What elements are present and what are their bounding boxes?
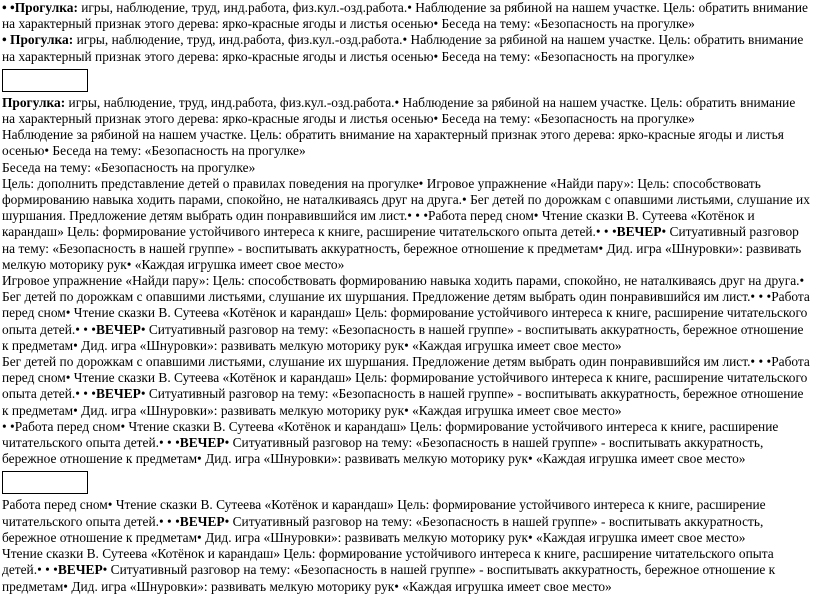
paragraph-7-text: Игровое упражнение «Найди пару»: Цель: способствовать формированию навыка ходить парами, спокойно, не наталкиваясь друг на друга.• Бег детей по дорожкам с опавшими листьями, слушание их шуршания. Предложение детям выбрать один понравившийся им лист.• • •Работа перед сном• Чтение сказки В. Сутеева «Котёнок и карандаш» Цель: формирование устойчивого интереса к книге, расширение читательского опыта детей.• • • [2, 273, 810, 337]
paragraph-1-text: игры, наблюдение, труд, инд.работа, физ.кул.-озд.работа.• Наблюдение за рябиной на нашем участке. Цель: обратить внимание на характерный признак этого дерева: ярко-красные ягоды и листья осенью• Беседа на тему: «Безопасность на прогулке» [2, 0, 808, 32]
image-placeholder-box-2 [2, 471, 88, 494]
paragraph-11-tail: • Ситуативный разговор на тему: «Безопасность в нашей группе» - воспитывать аккуратность, бережное отношение к предметам• Дид. игра «Шнуровки»: развивать мелкую моторику рук• «Каждая игрушка имеет свое место» [2, 562, 776, 594]
paragraph-5 [2, 160, 810, 176]
paragraph-3-heading: Прогулка: [2, 94, 66, 110]
paragraph-8 [2, 354, 810, 419]
paragraph-10-text: Работа перед сном• Чтение сказки В. Сутеева «Котёнок и карандаш» Цель: формирование устойчивого интереса к книге, расширение читательского опыта детей.• • • [2, 497, 766, 529]
paragraph-11-text: Чтение сказки В. Сутеева «Котёнок и карандаш» Цель: формирование устойчивого интереса к книге, расширение читательского опыта детей.• • • [2, 546, 774, 578]
paragraph-10-evening-heading: ВЕЧЕР [179, 513, 225, 529]
paragraph-6-evening-heading: ВЕЧЕР [616, 224, 662, 240]
paragraph-2 [2, 32, 810, 64]
paragraph-4 [2, 127, 810, 159]
paragraph-6 [2, 176, 810, 273]
paragraph-2-heading: • Прогулка: [2, 32, 74, 48]
paragraph-3 [2, 95, 810, 127]
paragraph-9-tail: • Ситуативный разговор на тему: «Безопасность в нашей группе» - воспитывать аккуратность, бережное отношение к предметам• Дид. игра «Шнуровки»: развивать мелкую моторику рук• «Каждая игрушка имеет свое место» [2, 435, 764, 467]
paragraph-7 [2, 273, 810, 354]
paragraph-6-tail: • Ситуативный разговор на тему: «Безопасность в нашей группе» - воспитывать аккуратность, бережное отношение к предметам• Дид. игра «Шнуровки»: развивать мелкую моторику рук• «Каждая игрушка имеет свое место» [2, 224, 802, 272]
paragraph-2-text: игры, наблюдение, труд, инд.работа, физ.кул.-озд.работа.• Наблюдение за рябиной на нашем участке. Цель: обратить внимание на характерный признак этого дерева: ярко-красные ягоды и листья осенью• Беседа на тему: «Безопасность на прогулке» [2, 32, 804, 64]
paragraph-7-evening-heading: ВЕЧЕР [96, 321, 141, 337]
paragraph-3-text: игры, наблюдение, труд, инд.работа, физ.кул.-озд.работа.• Наблюдение за рябиной на нашем участке. Цель: обратить внимание на характерный признак этого дерева: ярко-красные ягоды и листья осенью• Беседа на тему: «Безопасность на прогулке» [2, 94, 796, 127]
paragraph-7-tail: • Ситуативный разговор на тему: «Безопасность в нашей группе» - воспитывать аккуратность, бережное отношение к предметам• Дид. игра «Шнуровки»: развивать мелкую моторику рук• «Каждая игрушка имеет свое место» [2, 321, 804, 353]
paragraph-9 [2, 419, 810, 468]
paragraph-10-tail: • Ситуативный разговор на тему: «Безопасность в нашей группе» - воспитывать аккуратность, бережное отношение к предметам• Дид. игра «Шнуровки»: развивать мелкую моторику рук• «Каждая игрушка имеет свое место» [2, 513, 764, 545]
image-placeholder-box [2, 69, 88, 92]
paragraph-11-evening-heading: ВЕЧЕР [57, 562, 103, 578]
paragraph-8-tail: • Ситуативный разговор на тему: «Безопасность в нашей группе» - воспитывать аккуратность, бережное отношение к предметам• Дид. игра «Шнуровки»: развивать мелкую моторику рук• «Каждая игрушка имеет свое место» [2, 386, 804, 418]
paragraph-8-text: Бег детей по дорожкам с опавшими листьями, слушание их шуршания. Предложение детям выбрать один понравившийся им лист.• • •Работа перед сном• Чтение сказки В. Сутеева «Котёнок и карандаш» Цель: формирование устойчивого интереса к книге, расширение читательского опыта детей.• • • [2, 354, 810, 402]
paragraph-11 [2, 546, 810, 595]
paragraph-5-text: Беседа на тему: «Безопасность на прогулке» [2, 159, 256, 175]
paragraph-6-text: Цель: дополнить представление детей о правилах поведения на прогулке• Игровое упражнение «Найди пару»: Цель: способствовать формированию навыка ходить парами, спокойно, не наталкиваясь друг на друга.• Бег детей по дорожкам с опавшими листьями, слушание их шуршания. Предложение детям выбрать один понравившийся им лист.• • •Работа перед сном• Чтение сказки В. Сутеева «Котёнок и карандаш» Цель: формирование устойчивого интереса к книге, расширение читательского опыта детей.• • • [2, 175, 810, 240]
paragraph-10 [2, 497, 810, 546]
paragraph-1-heading: • •Прогулка: [2, 0, 78, 15]
paragraph-8-evening-heading: ВЕЧЕР [96, 386, 141, 402]
paragraph-9-evening-heading: ВЕЧЕР [179, 435, 225, 451]
paragraph-4-text: Наблюдение за рябиной на нашем участке. Цель: обратить внимание на характерный признак этого дерева: ярко-красные ягоды и листья осенью• Беседа на тему: «Безопасность на прогулке» [2, 127, 784, 159]
paragraph-1 [2, 0, 810, 32]
paragraph-9-text: • •Работа перед сном• Чтение сказки В. Сутеева «Котёнок и карандаш» Цель: формирование устойчивого интереса к книге, расширение читательского опыта детей.• • • [2, 418, 779, 451]
